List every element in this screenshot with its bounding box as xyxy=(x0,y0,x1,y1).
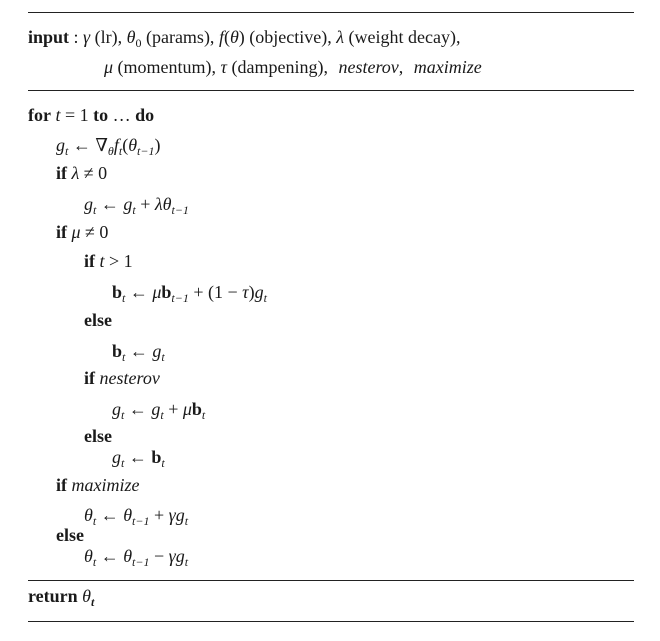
input-line-1 xyxy=(28,26,461,48)
ellipsis: … xyxy=(112,105,131,125)
if-lambda-line xyxy=(56,162,107,184)
if-t-line xyxy=(84,250,133,272)
input-params-1: : γ (lr), $\theta_0$ (params), f(θ) (objective), λ (weight decay), xyxy=(73,27,461,50)
if-nesterov-line xyxy=(84,367,160,389)
b-update-expression: $b_t$ ← $\mu b_{t-1} + (1 - \tau)g_t$ xyxy=(112,282,267,305)
theta-max-line xyxy=(84,504,188,526)
to-keyword: to xyxy=(93,105,109,125)
return-keyword: return xyxy=(28,586,78,606)
if-maximize-line xyxy=(56,474,139,496)
for-keyword: for xyxy=(28,105,51,125)
for-condition: t = 1 xyxy=(55,105,89,125)
bottom-rule xyxy=(28,621,634,622)
cond-nesterov: nesterov xyxy=(99,368,160,388)
if-keyword: if xyxy=(56,163,67,183)
grad-expression: $g_t$ ← $\nabla_\theta f_t(\theta_{t-1})$ xyxy=(56,135,161,158)
else-line-1 xyxy=(84,309,112,331)
input-params-2: μ (momentum), τ (dampening), nesterov, maximize xyxy=(104,57,482,77)
input-line-2 xyxy=(104,56,482,78)
else-keyword: else xyxy=(56,525,84,545)
mid-rule xyxy=(28,90,634,91)
cond-t: t > 1 xyxy=(99,251,133,271)
b-init-line xyxy=(112,340,165,362)
g-nesterov-line xyxy=(112,398,205,420)
cond-mu: μ ≠ 0 xyxy=(71,222,109,242)
g-nesterov-expression: $g_t$ ← $g_t + \mu b_t$ xyxy=(112,399,206,422)
do-keyword: do xyxy=(135,105,155,125)
input-keyword: input xyxy=(28,27,70,47)
return-value: $\theta_t$ xyxy=(82,586,95,609)
else-keyword: else xyxy=(84,426,112,446)
b-update-line xyxy=(112,281,267,303)
if-keyword: if xyxy=(84,368,95,388)
theta-min-expression: $\theta_t$ ← $\theta_{t-1} - \gamma g_t$ xyxy=(84,546,189,569)
theta-max-expression: $\theta_t$ ← $\theta_{t-1} + \gamma g_t$ xyxy=(84,505,189,528)
if-keyword: if xyxy=(56,222,67,242)
top-rule xyxy=(28,12,634,13)
if-mu-line xyxy=(56,221,108,243)
else-keyword: else xyxy=(84,310,112,330)
cond-maximize: maximize xyxy=(71,475,140,495)
for-line xyxy=(28,104,154,126)
theta-min-line xyxy=(84,545,188,567)
b-init-expression: $b_t$ ← $g_t$ xyxy=(112,341,165,364)
else-line-2 xyxy=(84,425,112,447)
if-keyword: if xyxy=(84,251,95,271)
wd-line xyxy=(84,193,189,215)
wd-expression: $g_t$ ← $g_t + \lambda\theta_{t-1}$ xyxy=(84,194,189,217)
pre-return-rule xyxy=(28,580,634,581)
if-keyword: if xyxy=(56,475,67,495)
cond-lambda: λ ≠ 0 xyxy=(71,163,108,183)
g-plain-expression: $g_t$ ← $b_t$ xyxy=(112,447,165,470)
grad-line xyxy=(56,134,160,156)
g-plain-line xyxy=(112,446,165,468)
else-line-3 xyxy=(56,524,84,546)
return-line xyxy=(28,585,94,607)
